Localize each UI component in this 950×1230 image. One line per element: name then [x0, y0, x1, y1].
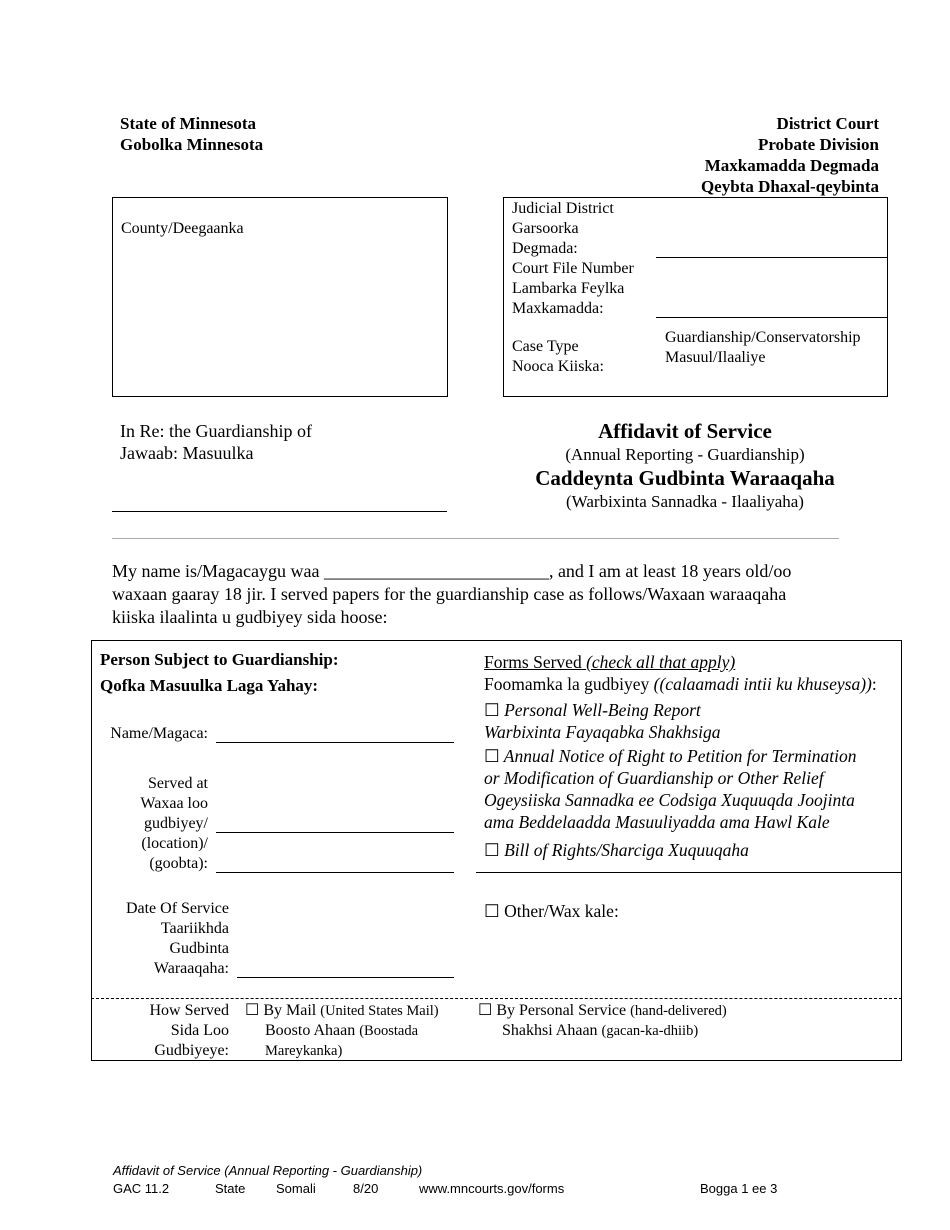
forms-heading-en-text: Forms Served: [484, 652, 582, 672]
annual-notice-l1: Annual Notice of Right to Petition for Termination: [503, 746, 857, 766]
forms-heading-en: [484, 651, 877, 673]
forms-other-divider: [476, 872, 902, 873]
court-so: Maxkamadda Degmada: [704, 156, 879, 175]
state-heading: [120, 113, 263, 155]
checkbox-other[interactable]: ☐: [484, 901, 500, 921]
by-mail-text: By Mail: [263, 1002, 317, 1019]
footer-meta: [113, 1181, 813, 1197]
cfn-line-3: Maxkamadda:: [512, 300, 604, 317]
personal-text: By Personal Service: [496, 1002, 627, 1019]
checkbox-bill-of-rights[interactable]: ☐: [484, 840, 500, 860]
by-mail-note: (United States Mail): [320, 1003, 439, 1019]
in-re-line-1: In Re: the Guardianship of: [120, 421, 312, 441]
in-re-name-field[interactable]: [112, 511, 447, 512]
served-at-label: [100, 774, 208, 874]
forms-heading-so-text: Foomamka la gudbiyey: [484, 674, 650, 694]
annual-notice-line-1: [484, 745, 857, 767]
person-heading: [100, 647, 339, 699]
checkbox-well-being[interactable]: ☐: [484, 700, 500, 720]
bill-of-rights-text: Bill of Rights/Sharciga Xuquuqaha: [504, 840, 749, 860]
statement-line-2: waxaan gaaray 18 jir. I served papers for the guardianship case as follows/Waxaan waraaqaha: [112, 584, 787, 604]
ct-value-2: Masuul/Ilaaliye: [665, 349, 766, 366]
personal-so: Shakhsi Ahaan: [502, 1022, 598, 1039]
county-box: [112, 197, 448, 397]
forms-heading-so: Foomamka la gudbiyey ((calaamadi intii ku khuseysa)):: [484, 674, 877, 694]
service-location-field-2[interactable]: [216, 872, 454, 873]
form-item-well-being-line-1: [484, 699, 721, 721]
served-at-2: Waxaa loo: [140, 795, 208, 812]
by-mail-option[interactable]: [245, 1001, 439, 1061]
declarant-name-field[interactable]: _________________________: [323, 561, 549, 581]
statement-part-1: My name is/Magacaygu waa: [112, 561, 320, 581]
cfn-line-1: Court File Number: [512, 260, 634, 277]
judicial-district-field[interactable]: [656, 257, 888, 258]
personal-line-1: [478, 1001, 727, 1021]
cfn-line-2: Lambarka Feylka: [512, 280, 625, 297]
date-label-2: Taariikhda: [160, 920, 229, 937]
declarant-statement: [112, 560, 852, 629]
how-served-1: How Served: [149, 1002, 229, 1019]
date-label-1: Date Of Service: [125, 900, 229, 917]
forms-heading-en-note: (check all that apply): [586, 652, 736, 672]
footer-form-title: Affidavit of Service (Annual Reporting - Guardianship): [113, 1163, 423, 1178]
served-at-4: (location)/: [141, 835, 208, 852]
served-at-5: (goobta):: [149, 855, 208, 872]
how-served-divider: [91, 998, 902, 999]
case-type-value: [665, 328, 861, 368]
ct-line-1: Case Type: [512, 338, 579, 355]
case-info-box: [503, 197, 888, 397]
date-label-4: Waraaqaha:: [153, 960, 229, 977]
statement-line-3: kiiska ilaalinta u gudbiyey sida hoose:: [112, 607, 388, 627]
ct-line-2: Nooca Kiiska:: [512, 358, 604, 375]
annual-notice-l3: Ogeysiiska Sannadka ee Codsiga Xuquuqda Joojinta: [484, 790, 855, 810]
name-label: Name/Magaca:: [110, 725, 208, 742]
personal-note: (hand-delivered): [630, 1003, 727, 1019]
well-being-en: Personal Well-Being Report: [504, 700, 701, 720]
judicial-district-label: [512, 199, 614, 259]
section-divider: [112, 538, 839, 539]
checkbox-annual-notice[interactable]: ☐: [484, 746, 500, 766]
footer-language: Somali: [276, 1181, 316, 1196]
jd-line-3: Degmada:: [512, 240, 578, 257]
form-item-well-being[interactable]: [484, 699, 721, 743]
forms-heading: [484, 651, 877, 695]
subtitle-so: (Warbixinta Sannadka - Ilaaliyaha): [566, 492, 804, 511]
checkbox-by-mail[interactable]: ☐: [245, 1002, 260, 1019]
by-mail-so: Boosto Ahaan: [265, 1022, 356, 1039]
footer-date: 8/20: [353, 1181, 379, 1196]
other-label: Other/Wax kale:: [504, 901, 619, 921]
footer-state: State: [215, 1181, 246, 1196]
form-item-other[interactable]: [484, 900, 619, 922]
jd-line-2: Garsoorka: [512, 220, 579, 237]
ct-value-1: Guardianship/Conservatorship: [665, 329, 861, 346]
in-re-line-2: Jawaab: Masuulka: [120, 443, 254, 463]
in-re-caption: [120, 420, 312, 464]
by-mail-line-1: [245, 1001, 439, 1021]
personal-line-2: [478, 1021, 727, 1041]
court-file-number-field[interactable]: [656, 317, 888, 318]
annual-notice-l4: ama Beddelaadda Masuuliyadda ama Hawl Kale: [484, 812, 830, 832]
subtitle-en: (Annual Reporting - Guardianship): [565, 445, 805, 464]
county-label: County/Deegaanka: [121, 220, 244, 237]
well-being-so: Warbixinta Fayaqabka Shakhsiga: [484, 722, 721, 742]
footer-page-number: Bogga 1 ee 3: [700, 1181, 778, 1196]
how-served-label: [100, 1001, 229, 1061]
by-mail-so-note-1: (Boostada: [359, 1023, 419, 1039]
service-location-field-1[interactable]: [216, 832, 454, 833]
statement-line-1: [112, 560, 852, 583]
annual-notice-l2: or Modification of Guardianship or Other Relief: [484, 768, 824, 788]
division-so: Qeybta Dhaxal-qeybinta: [700, 177, 879, 196]
date-of-service-field[interactable]: [237, 977, 454, 978]
by-mail-line-2: [245, 1021, 439, 1041]
title-so: Caddeynta Gudbinta Waraaqaha: [535, 466, 835, 490]
forms-heading-so-note-visible: (calaamadi intii ku khuseysa): [659, 674, 867, 694]
court-heading: [560, 113, 879, 197]
court-en: District Court: [776, 114, 879, 133]
document-title: [500, 419, 870, 513]
jd-line-1: Judicial District: [512, 200, 614, 217]
person-heading-en: Person Subject to Guardianship:: [100, 650, 339, 669]
statement-part-2: , and I am at least 18 years old/oo: [548, 561, 792, 581]
served-at-1: Served at: [148, 775, 208, 792]
footer-code: GAC 11.2: [113, 1181, 170, 1196]
form-item-annual-notice[interactable]: [484, 745, 857, 833]
state-en: State of Minnesota: [120, 114, 256, 133]
person-heading-so: Qofka Masuulka Laga Yahay:: [100, 676, 319, 695]
title-en: Affidavit of Service: [598, 419, 772, 443]
served-at-3: gudbiyey/: [144, 815, 208, 832]
footer-url[interactable]: www.mncourts.gov/forms: [419, 1181, 565, 1196]
date-label-3: Gudbinta: [169, 940, 229, 957]
checkbox-personal-service[interactable]: ☐: [478, 1002, 493, 1019]
court-file-number-label: [512, 259, 634, 319]
division-en: Probate Division: [757, 135, 879, 154]
by-mail-so-note-2: Mareykanka): [265, 1043, 343, 1059]
personal-so-note: (gacan-ka-dhiib): [601, 1023, 699, 1039]
how-served-2: Sida Loo: [170, 1022, 229, 1039]
person-name-field[interactable]: [216, 742, 454, 743]
case-type-label: [512, 337, 604, 377]
personal-service-option[interactable]: [478, 1001, 727, 1041]
date-of-service-label: [100, 899, 229, 979]
state-so: Gobolka Minnesota: [120, 135, 264, 154]
how-served-3: Gudbiyeye:: [154, 1042, 229, 1059]
form-item-bill-of-rights[interactable]: [484, 839, 749, 861]
